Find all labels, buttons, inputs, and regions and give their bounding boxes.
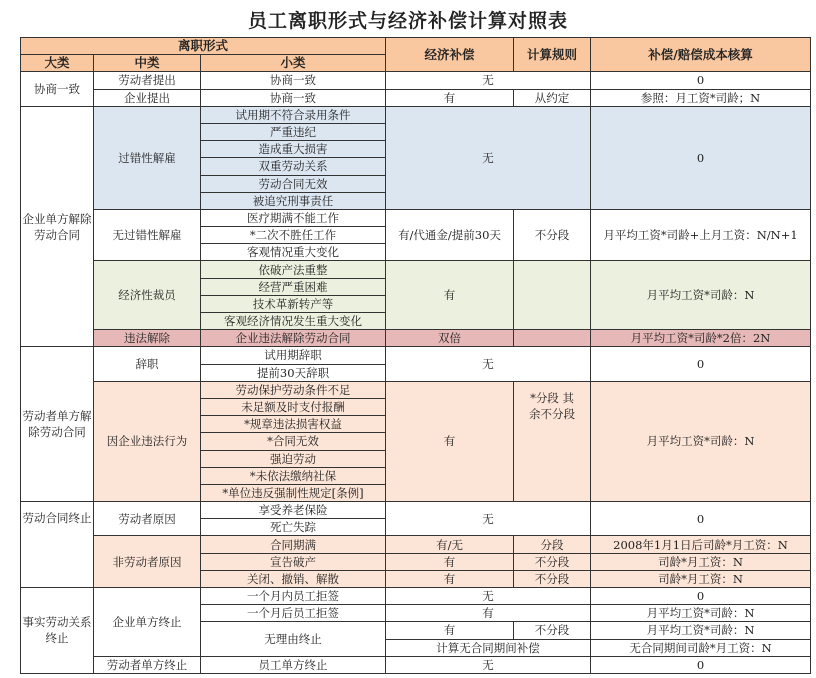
compensation-cell: 有 [386, 381, 514, 501]
rule-cell: 不分段 [514, 209, 591, 261]
minor-category: 宣告破产 [201, 553, 386, 570]
minor-category: 一个月后员工拒签 [201, 605, 386, 622]
middle-category: 劳动者提出 [94, 72, 201, 89]
minor-category: 经营严重困难 [201, 278, 386, 295]
minor-category: 技术革新转产等 [201, 295, 386, 312]
minor-category: 一个月内员工拒签 [201, 588, 386, 605]
middle-category: 辞职 [94, 347, 201, 381]
minor-category: 医疗期满不能工作 [201, 209, 386, 226]
middle-category: 企业单方终止 [94, 588, 201, 657]
compensation-cell: 无 [386, 347, 591, 381]
middle-category: 劳动者单方终止 [94, 656, 201, 673]
cost-cell: 0 [591, 502, 811, 536]
minor-category: 享受养老保险 [201, 502, 386, 519]
middle-category: 企业提出 [94, 89, 201, 106]
cost-cell: 0 [591, 106, 811, 209]
cost-cell: 月平均工资*司龄：N [591, 622, 811, 639]
cost-cell: 月平均工资*司龄：N [591, 381, 811, 501]
cost-cell: 司龄*月工资：N [591, 570, 811, 587]
compensation-cell: 无 [386, 72, 591, 89]
middle-category: 过错性解雇 [94, 106, 201, 209]
minor-category: *合同无效 [201, 433, 386, 450]
cost-cell: 月平均工资*司龄*2倍：2N [591, 330, 811, 347]
compensation-cell: 有 [386, 553, 514, 570]
minor-category: 员工单方终止 [201, 656, 386, 673]
compensation-cell: 有/代通金/提前30天 [386, 209, 514, 261]
minor-category: 无理由终止 [201, 622, 386, 656]
cost-cell: 参照：月工资*司龄；N [591, 89, 811, 106]
rule-cell: 不分段 [514, 570, 591, 587]
rule-cell: 不分段 [514, 553, 591, 570]
middle-category: 非劳动者原因 [94, 536, 201, 588]
minor-category: 提前30天辞职 [201, 364, 386, 381]
header-minor: 小类 [201, 55, 386, 72]
compensation-cell: 无 [386, 502, 591, 536]
cost-cell: 司龄*月工资：N [591, 553, 811, 570]
header-group: 离职形式 [21, 38, 386, 55]
middle-category: 劳动者原因 [94, 502, 201, 536]
minor-category: 被追究刑事责任 [201, 192, 386, 209]
minor-category: 死亡失踪 [201, 519, 386, 536]
compensation-table [20, 37, 811, 674]
minor-category: 协商一致 [201, 72, 386, 89]
cost-cell: 2008年1月1日后司龄*月工资：N [591, 536, 811, 553]
minor-category: 造成重大损害 [201, 141, 386, 158]
minor-category: 协商一致 [201, 89, 386, 106]
minor-category: 客观情况重大变化 [201, 244, 386, 261]
cost-cell: 0 [591, 656, 811, 673]
page-title: 员工离职形式与经济补偿计算对照表 [247, 10, 568, 32]
rule-cell [514, 330, 591, 347]
compensation-cell: 无 [386, 656, 591, 673]
compensation-cell: 无 [386, 588, 591, 605]
cost-cell: 月平均工资*司龄：N [591, 605, 811, 622]
rule-cell: 不分段 [514, 622, 591, 639]
cost-cell: 月平均工资*司龄：N [591, 261, 811, 330]
middle-category: 无过错性解雇 [94, 209, 201, 261]
major-category: 企业单方解除劳动合同 [21, 106, 94, 347]
cost-cell: 无合同期间司龄*月工资：N [591, 639, 811, 656]
compensation-cell: 有 [386, 605, 591, 622]
rule-cell: *分段 其余不分段 [514, 381, 591, 501]
compensation-cell: 有 [386, 261, 514, 330]
minor-category: 试用期辞职 [201, 347, 386, 364]
major-category: 事实劳动关系终止 [21, 588, 94, 674]
cost-cell: 月平均工资*司龄+上月工资：N/N+1 [591, 209, 811, 261]
middle-category: 违法解除 [94, 330, 201, 347]
header-cost: 补偿/赔偿成本核算 [591, 38, 811, 72]
compensation-cell: 有/无 [386, 536, 514, 553]
minor-category: 合同期满 [201, 536, 386, 553]
compensation-cell: 有 [386, 570, 514, 587]
minor-category: *二次不胜任工作 [201, 227, 386, 244]
minor-category: 客观经济情况发生重大变化 [201, 313, 386, 330]
minor-category: 劳动合同无效 [201, 175, 386, 192]
header-major: 大类 [21, 55, 94, 72]
major-category: 劳动合同终止 [21, 502, 94, 588]
rule-cell [514, 261, 591, 330]
minor-category: *未依法缴纳社保 [201, 467, 386, 484]
middle-category: 经济性裁员 [94, 261, 201, 330]
cost-cell: 0 [591, 72, 811, 89]
minor-category: 依破产法重整 [201, 261, 386, 278]
compensation-cell: 有 [386, 89, 514, 106]
middle-category: 因企业违法行为 [94, 381, 201, 501]
rule-cell: 分段 [514, 536, 591, 553]
rule-cell: 从约定 [514, 89, 591, 106]
minor-category: 强迫劳动 [201, 450, 386, 467]
compensation-cell: 无 [386, 106, 591, 209]
minor-category: 未足额及时支付报酬 [201, 398, 386, 415]
minor-category: 关闭、撤销、解散 [201, 570, 386, 587]
compensation-cell: 有 [386, 622, 514, 639]
compensation-cell: 双倍 [386, 330, 514, 347]
header-middle: 中类 [94, 55, 201, 72]
header-rule: 计算规则 [514, 38, 591, 72]
minor-category: 企业违法解除劳动合同 [201, 330, 386, 347]
minor-category: 严重违纪 [201, 123, 386, 140]
compensation-cell: 计算无合同期间补偿 [386, 639, 591, 656]
minor-category: 双重劳动关系 [201, 158, 386, 175]
header-compensation: 经济补偿 [386, 38, 514, 72]
major-category: 劳动者单方解除劳动合同 [21, 347, 94, 502]
minor-category: 试用期不符合录用条件 [201, 106, 386, 123]
minor-category: *单位违反强制性规定[条例] [201, 484, 386, 501]
major-category: 协商一致 [21, 72, 94, 106]
cost-cell: 0 [591, 588, 811, 605]
cost-cell: 0 [591, 347, 811, 381]
minor-category: 劳动保护劳动条件不足 [201, 381, 386, 398]
minor-category: *规章违法损害权益 [201, 416, 386, 433]
